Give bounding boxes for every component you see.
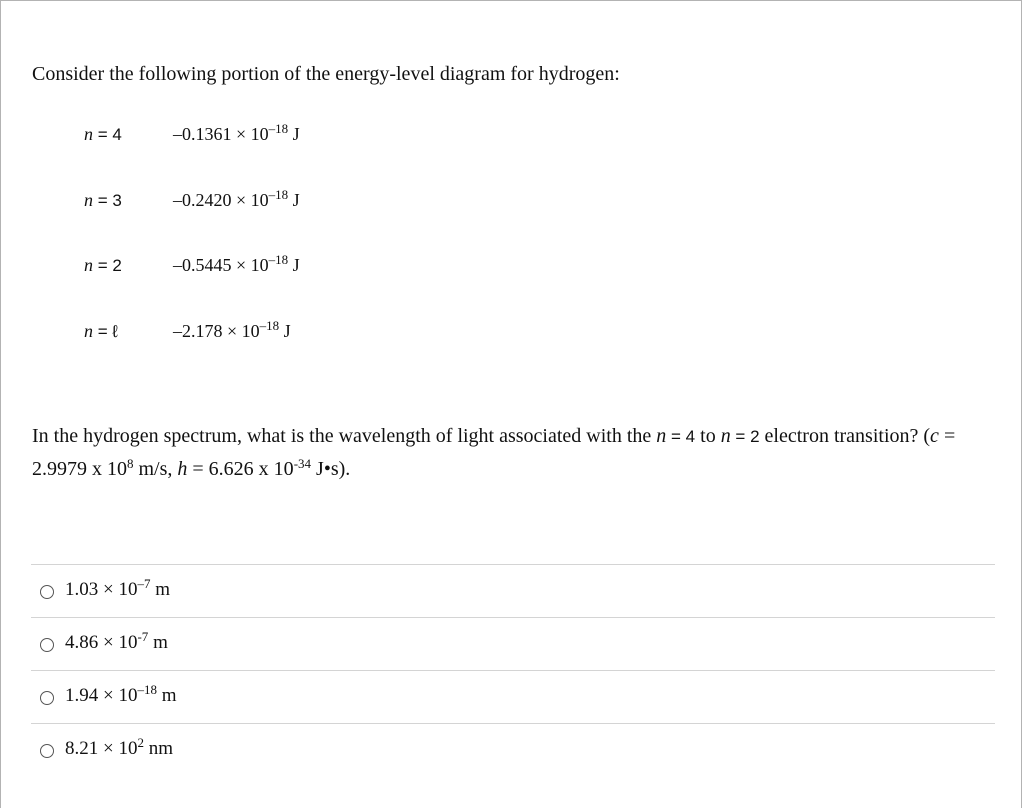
- choice-label: $8.21 \times 10^2$ nm: [65, 735, 173, 759]
- answer-choice-3[interactable]: [31, 670, 995, 723]
- choice-label: $1.03 \times 10^{-7}$ m: [65, 576, 170, 600]
- level-label: n = ℓ: [84, 321, 118, 341]
- answer-choice-2[interactable]: [31, 617, 995, 670]
- choice-label: $4.86 \times 10^{-7}$ m: [65, 629, 168, 653]
- question-text: In the hydrogen spectrum, what is the wavelength of light associated with the n = 4 to n = 2 electron transition? (c = 2.9979 x $10^8$ m/s, h = 6.626 x $10^{-34}$ J•s).: [32, 425, 956, 480]
- answer-choice-1[interactable]: [31, 564, 995, 617]
- radio-button[interactable]: [40, 585, 54, 599]
- intro-text: Consider the following portion of the energy-level diagram for hydrogen:: [32, 63, 620, 85]
- radio-button[interactable]: [40, 638, 54, 652]
- radio-button[interactable]: [40, 691, 54, 705]
- level-energy: $-0.2420 \times 10^{-18}$ J: [173, 187, 300, 210]
- answer-choice-4[interactable]: [31, 723, 995, 776]
- answer-choices: [31, 564, 995, 776]
- level-label: n = 2: [84, 255, 122, 275]
- level-energy: $-0.1361 \times 10^{-18}$ J: [173, 121, 300, 144]
- radio-button[interactable]: [40, 744, 54, 758]
- level-label: n = 3: [84, 190, 122, 210]
- level-label: n = 4: [84, 124, 122, 144]
- level-energy: $-0.5445 \times 10^{-18}$ J: [173, 252, 300, 275]
- level-energy: $-2.178 \times 10^{-18}$ J: [173, 318, 291, 341]
- choice-label: $1.94 \times 10^{-18}$ m: [65, 682, 177, 706]
